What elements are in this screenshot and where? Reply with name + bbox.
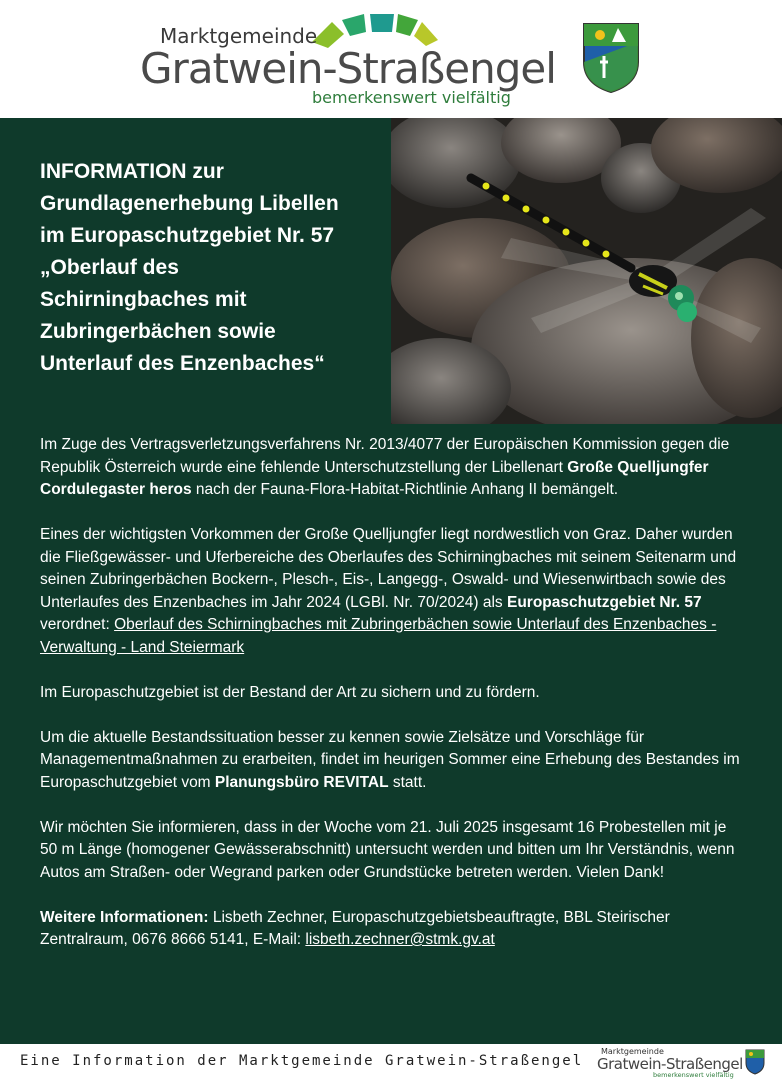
title-line: Schirningbaches mit bbox=[40, 288, 247, 311]
species-name: Große Quelljungfer Cordulegaster heros bbox=[40, 458, 709, 498]
coat-of-arms-icon bbox=[582, 22, 640, 94]
title-line: INFORMATION zur bbox=[40, 160, 224, 183]
dragonfly-photo bbox=[391, 118, 782, 424]
page-header bbox=[0, 0, 782, 118]
dragonfly-image bbox=[391, 118, 782, 424]
footer-logo bbox=[597, 1047, 747, 1079]
logo-tagline: bemerkenswert vielfältig bbox=[312, 88, 511, 107]
logo-arc-icon bbox=[310, 12, 440, 48]
email-link[interactable]: lisbeth.zechner@stmk.gv.at bbox=[305, 931, 495, 948]
paragraph bbox=[40, 727, 740, 795]
text-span: Lisbeth Zechner, Europaschutzgebietsbeauftragte, BBL Steirischer Zentralraum, 0676 8666 5141, E-Mail: bbox=[40, 908, 670, 948]
text-span: Wir möchten Sie informieren, dass in der Woche vom 21. Juli 2025 insgesamt 16 Probestellen mit je 50 m Länge (homogener Gewässerabschnitt) untersucht werden und bitten um Ihr Verständnis, wenn Autos am Straßen- oder Wegrand parken oder Grundstücke betreten werden. Vielen Dank! bbox=[40, 818, 735, 881]
paragraph bbox=[40, 434, 740, 502]
footer-coat-of-arms-icon bbox=[745, 1049, 765, 1075]
title-line: „Oberlauf des bbox=[40, 256, 179, 279]
title-line: Unterlauf des Enzenbaches“ bbox=[40, 352, 325, 375]
protected-area-name: Europaschutzgebiet Nr. 57 bbox=[506, 593, 702, 611]
paragraph bbox=[40, 682, 740, 705]
paragraph bbox=[40, 524, 740, 659]
page-footer bbox=[0, 1042, 782, 1080]
text-span: Um die aktuelle Bestandssituation besser zu kennen sowie Zielsätze und Vorschläge für Managementmaßnahmen zu erarbeiten, findet im heurigen Sommer eine Erhebung des Bestandes im Europaschutzgebiet vom bbox=[40, 728, 740, 791]
logo-top-text: Marktgemeinde bbox=[160, 24, 318, 48]
municipality-logo bbox=[140, 10, 580, 110]
footer-logo-main: Gratwein-Straßengel bbox=[597, 1055, 743, 1073]
body-text bbox=[40, 434, 740, 974]
text-span: statt. bbox=[388, 773, 427, 791]
text-span: Eines der wichtigsten Vorkommen der Große Quelljungfer liegt nordwestlich von Graz. Daher wurden die Fließgewässer- und Uferbereiche des Oberlaufes des Schirningbaches mit seinem Seitenarm und seinen Zubringerbächen Bockern-, Plesch-, Eis-, Langegg-, Oswald- und Wiesenwirtbach sowie des Unterlaufes des Enzenbaches im Jahr 2024 (LGBl. Nr. 70/2024) als bbox=[40, 526, 737, 611]
logo-main-text: Gratwein-Straßengel bbox=[140, 44, 556, 93]
page-title bbox=[40, 156, 385, 380]
company-name: Planungsbüro REVITAL bbox=[214, 773, 389, 791]
paragraph bbox=[40, 817, 740, 885]
title-line: Zubringerbächen sowie bbox=[40, 320, 276, 343]
info-panel bbox=[0, 118, 782, 1042]
footer-text: Eine Information der Marktgemeinde Gratwein-Straßengel bbox=[20, 1053, 584, 1069]
paragraph bbox=[40, 907, 740, 952]
text-span: nach der Fauna-Flora-Habitat-Richtlinie Anhang II bemängelt. bbox=[191, 481, 619, 498]
text-span: Im Zuge des Vertragsverletzungsverfahrens Nr. 2013/4077 der Europäischen Kommission gegen die Republik Österreich wurde eine fehlende Unterschutzstellung der Libellenart bbox=[40, 436, 730, 476]
title-line: Grundlagenerhebung Libellen bbox=[40, 192, 339, 215]
text-span: Im Europaschutzgebiet ist der Bestand der Art zu sichern und zu fördern. bbox=[40, 683, 540, 701]
contact-label: Weitere Informationen: bbox=[40, 908, 209, 926]
text-span: verordnet: bbox=[40, 616, 115, 633]
footer-logo-top: Marktgemeinde bbox=[601, 1047, 664, 1056]
footer-logo-tagline: bemerkenswert vielfältig bbox=[653, 1071, 734, 1079]
regulation-link[interactable]: Oberlauf des Schirningbaches mit Zubringerbächen sowie Unterlauf des Enzenbaches - Verwaltung - Land Steiermark bbox=[40, 616, 717, 656]
title-line: im Europaschutzgebiet Nr. 57 bbox=[40, 224, 335, 247]
